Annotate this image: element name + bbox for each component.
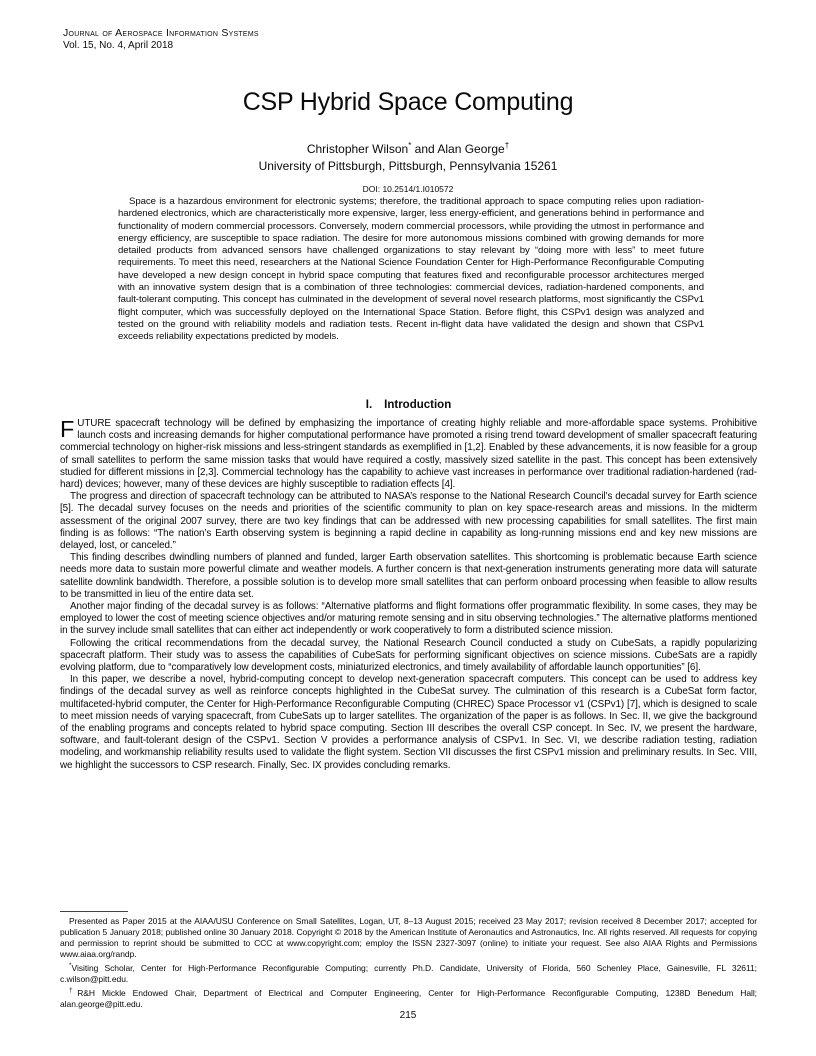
paragraph: This finding describes dwindling numbers of planned and funded, larger Earth observation satellites. This shortcoming is problematic because Earth science needs more data to sustain more powerful climate and weather models. A further concern is that next-generation instruments generating more data will saturate satellite downlink bandwidth. Therefore, a possible solution is to develop more small satellites that can perform onboard processing when feasible to allow results to be transmitted in lieu of the entire data set. — [60, 552, 757, 600]
footnote-author-2 — [60, 985, 757, 1010]
paragraph: The progress and direction of spacecraft technology can be attributed to NASA’s response to the National Research Council’s decadal survey for Earth science [5]. The decadal survey focuses on the needs and priorities of the scientific community to plan on key space-research areas and missions. In the midterm assessment of the original 2007 survey, there are two key findings that can be addressed with new processing capabilities for small satellites. The first main finding is as follows: “The nation’s Earth observing system is beginning a rapid decline in capability as long-running missions end and key new missions are delayed, lost, or canceled.” — [60, 491, 757, 552]
section-title: Introduction — [384, 399, 452, 411]
paper-title: CSP Hybrid Space Computing — [242, 88, 574, 116]
paragraph: In this paper, we describe a novel, hybrid-computing concept to develop next-generation spacecraft computers. This concept can be used to address key findings of the decadal survey as well as reinforce concepts highlighted in the CubeSat survey. The culmination of this research is a CubeSat form factor, multifaceted-hybrid computer, the Center for High-Performance Reconfigurable Computing (CHREC) Space Processor v1 (CSPv1) [7], which is designed to scale to meet mission needs of varying spacecraft, from CubeSats up to larger satellites. The organization of the paper is as follows. In Sec. II, we give the background of the enabling programs and concepts related to hybrid space computing. Section III describes the overall CSP concept. In Sec. IV, we present the hardware, software, and fault-tolerant design of the CSPv1. Section V provides a performance analysis of CSPv1. In Sec. VI, we describe radiation testing, radiation modeling, and workmanship reliability results used to validate the flight system. Section VII discusses the first CSPv1 mission and preliminary results. In Sec. VIII, we highlight the successors to CSP research. Finally, Sec. IX provides concluding remarks. — [60, 674, 757, 771]
paragraph — [60, 418, 757, 491]
author-name: Alan George — [437, 142, 505, 156]
footnotes — [60, 911, 757, 1010]
page-number: 215 — [399, 1010, 417, 1021]
section-number: I. — [365, 399, 373, 411]
dropcap: F — [60, 416, 75, 442]
author-footnote-mark: * — [408, 141, 412, 150]
volume-issue-line: Vol. 15, No. 4, April 2018 — [63, 40, 174, 51]
paragraph: Another major finding of the decadal survey is as follows: “Alternative platforms and flight formations offer programmatic flexibility. In some cases, they may be employed to lower the cost of meeting science objectives and/or maturing remote sensing and in situ observing technologies.” The alternative platforms mentioned in the survey include small satellites that can either act independently or work cooperatively to form a distributed science mission. — [60, 601, 757, 637]
abstract: Space is a hazardous environment for electronic systems; therefore, the traditional approach to space computing relies upon radiation-hardened electronics, which are characteristically more expensive, larger, less energy-efficient, and generations behind in performance and functionality of modern commercial processors. Conversely, modern commercial processors, while providing the utmost in performance and energy efficiency, are susceptible to space radiation. The desire for more autonomous missions combined with growing demands for more detailed products from advanced sensors have challenged organizations to stay relevant by “doing more with less” to meet future requirements. To meet this need, researchers at the National Science Foundation Center for High-Performance Reconfigurable Computing have developed a new design concept in hybrid space computing that features fixed and reconfigurable processor architectures merged with an innovative system design that is a combination of three technologies: commercial devices, radiation-hardened components, and fault-tolerant computing. This concept has culminated in the development of several novel research platforms, most significantly the CSPv1 flight computer, which was successfully deployed on the International Space Station. Before flight, this CSPv1 design was analyzed and tested on the ground with reliability models and radiation tests. Recent in-flight data have validated the design and shown that CSPv1 exceeds reliability expectations predicted by models. — [118, 196, 704, 343]
title-block — [0, 88, 816, 194]
footnote-mark: † — [69, 986, 78, 994]
journal-name: Journal of Aerospace Information Systems — [63, 27, 259, 39]
footnote-author-1 — [60, 960, 757, 985]
running-head — [63, 27, 259, 51]
section-heading — [60, 399, 757, 411]
paragraph: Following the critical recommendations from the decadal survey, the National Research Council conducted a study on CubeSats, a rapidly popularizing spacecraft platform. Their study was to assess the capabilities of CubeSats for performing significant objectives on science missions. CubeSats are a rapidly evolving platform, due to “comparatively low development costs, miniaturized electronics, and timely availability of affordable launch opportunities” [6]. — [60, 637, 757, 674]
doi: DOI: 10.2514/1.I010572 — [362, 184, 454, 194]
authors-joiner: and — [411, 142, 438, 156]
main-content — [60, 399, 757, 772]
footnote-text: Visiting Scholar, Center for High-Performance Reconfigurable Computing; currently Ph.D. Candidate, University of Florida, 560 Schenley Place, Gainesville, FL 32611; c.wilson@pitt.edu. — [60, 962, 757, 984]
author-footnote-mark: † — [504, 141, 510, 150]
affiliation: University of Pittsburgh, Pittsburgh, Pennsylvania 15261 — [258, 159, 558, 173]
author-name: Christopher Wilson — [306, 142, 409, 156]
footnote-mark: * — [69, 962, 72, 969]
footnote-history: Presented as Paper 2015 at the AIAA/USU Conference on Small Satellites, Logan, UT, 8–13 August 2015; received 23 May 2017; revision received 8 December 2017; accepted for publication 5 January 2018; published online 30 January 2018. Copyright © 2018 by the American Institute of Aeronautics and Astronautics, Inc. All rights reserved. All requests for copying and permission to reprint should be submitted to CCC at www.copyright.com; employ the ISSN 2327-3097 (online) to initiate your request. See also AIAA Rights and Permissions www.aiaa.org/randp. — [60, 916, 757, 959]
footnote-text: R&H Mickle Endowed Chair, Department of Electrical and Computer Engineering, Center for High-Performance Reconfigurable Computing, 1238D Benedum Hall; alan.george@pitt.edu. — [60, 987, 757, 1009]
paragraph-text: UTURE spacecraft technology will be defined by emphasizing the importance of creating highly reliable and more-affordable space systems. Prohibitive launch costs and increasing demands for higher computational performance have promoted a rising trend toward development of smaller spacecraft featuring commercial technology on higher-risk missions and less-stringent standards as exemplified in [1,2]. Enabled by these advancements, it is now feasible for a group of small satellites to perform the same mission tasks that would have required a costly, massively sized satellite in the past. This concept has been extensively studied for different missions in [2,3]. Commercial technology has the capability to achieve vast increases in performance over traditional radiation-hardened (rad-hard) devices; however, many of these devices are highly susceptible to radiation effects [4]. — [60, 418, 757, 491]
footnote-rule — [60, 911, 128, 912]
authors-line — [0, 141, 816, 156]
